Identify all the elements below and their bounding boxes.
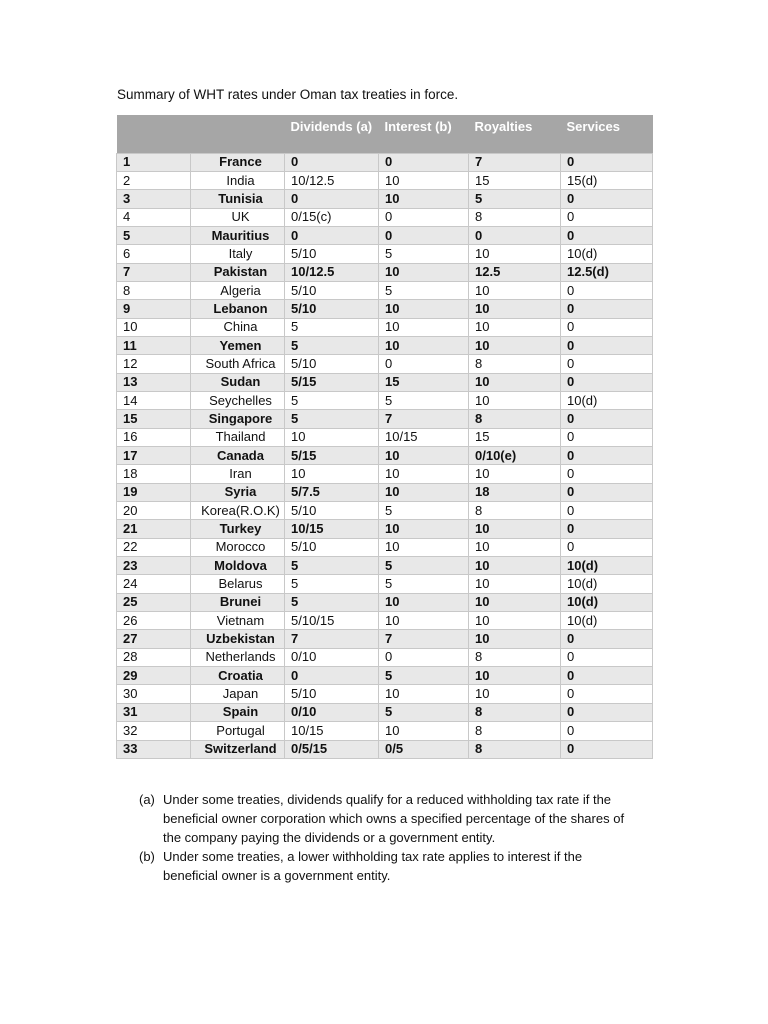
table-row — [117, 667, 653, 685]
interest-cell: 10 — [379, 465, 469, 483]
services-cell: 0 — [561, 226, 653, 244]
country-cell: Netherlands — [191, 648, 285, 666]
services-cell: 0 — [561, 447, 653, 465]
interest-cell: 0/5 — [379, 740, 469, 758]
services-cell: 0 — [561, 281, 653, 299]
country-cell: Moldova — [191, 557, 285, 575]
royalties-cell: 10 — [469, 593, 561, 611]
dividends-cell: 0 — [285, 190, 379, 208]
interest-cell: 10 — [379, 171, 469, 189]
royalties-cell: 10 — [469, 336, 561, 354]
dividends-cell: 5/10 — [285, 245, 379, 263]
interest-cell: 10 — [379, 190, 469, 208]
dividends-cell: 5/10 — [285, 685, 379, 703]
header-country — [191, 115, 285, 153]
royalties-cell: 0/10(e) — [469, 447, 561, 465]
table-row — [117, 593, 653, 611]
row-number-cell: 17 — [117, 447, 191, 465]
interest-cell: 10 — [379, 263, 469, 281]
country-cell: India — [191, 171, 285, 189]
header-services: Services — [566, 119, 620, 134]
dividends-cell: 5 — [285, 593, 379, 611]
footnote-a — [139, 790, 639, 847]
table-row — [117, 410, 653, 428]
row-number-cell: 16 — [117, 428, 191, 446]
interest-cell: 10 — [379, 593, 469, 611]
services-cell: 10(d) — [561, 575, 653, 593]
services-cell: 0 — [561, 410, 653, 428]
services-cell: 12.5(d) — [561, 263, 653, 281]
country-cell: Pakistan — [191, 263, 285, 281]
services-cell: 0 — [561, 355, 653, 373]
country-cell: Portugal — [191, 722, 285, 740]
dividends-cell: 0 — [285, 153, 379, 171]
country-cell: Seychelles — [191, 391, 285, 409]
dividends-cell: 0 — [285, 667, 379, 685]
interest-cell: 10 — [379, 447, 469, 465]
royalties-cell: 10 — [469, 300, 561, 318]
row-number-cell: 2 — [117, 171, 191, 189]
interest-cell: 5 — [379, 575, 469, 593]
services-cell: 0 — [561, 483, 653, 501]
interest-cell: 5 — [379, 557, 469, 575]
row-number-cell: 21 — [117, 520, 191, 538]
table-row — [117, 740, 653, 758]
country-cell: Thailand — [191, 428, 285, 446]
row-number-cell: 10 — [117, 318, 191, 336]
table-row — [117, 722, 653, 740]
document-title: Summary of WHT rates under Oman tax treaties in force. — [117, 87, 459, 102]
country-cell: Spain — [191, 703, 285, 721]
table-row — [117, 483, 653, 501]
interest-cell: 0 — [379, 153, 469, 171]
interest-cell: 10 — [379, 318, 469, 336]
dividends-cell: 5 — [285, 410, 379, 428]
table-row — [117, 703, 653, 721]
services-cell: 0 — [561, 722, 653, 740]
royalties-cell: 10 — [469, 373, 561, 391]
royalties-cell: 10 — [469, 318, 561, 336]
table-row — [117, 685, 653, 703]
services-cell: 0 — [561, 502, 653, 520]
header-number — [117, 115, 191, 153]
country-cell: Algeria — [191, 281, 285, 299]
country-cell: Italy — [191, 245, 285, 263]
footnotes — [139, 790, 639, 885]
royalties-cell: 15 — [469, 171, 561, 189]
royalties-cell: 8 — [469, 703, 561, 721]
services-cell: 0 — [561, 685, 653, 703]
row-number-cell: 24 — [117, 575, 191, 593]
dividends-cell: 0/15(c) — [285, 208, 379, 226]
table-row — [117, 245, 653, 263]
services-cell: 0 — [561, 630, 653, 648]
row-number-cell: 30 — [117, 685, 191, 703]
table-row — [117, 263, 653, 281]
row-number-cell: 8 — [117, 281, 191, 299]
table-row — [117, 153, 653, 171]
header-dividends: Dividends (a) — [290, 119, 373, 134]
country-cell: France — [191, 153, 285, 171]
interest-cell: 10 — [379, 520, 469, 538]
royalties-cell: 15 — [469, 428, 561, 446]
interest-cell: 0 — [379, 648, 469, 666]
services-cell: 0 — [561, 208, 653, 226]
interest-cell: 5 — [379, 502, 469, 520]
row-number-cell: 5 — [117, 226, 191, 244]
royalties-cell: 10 — [469, 391, 561, 409]
row-number-cell: 13 — [117, 373, 191, 391]
royalties-cell: 8 — [469, 355, 561, 373]
country-cell: Turkey — [191, 520, 285, 538]
dividends-cell: 5/15 — [285, 447, 379, 465]
dividends-cell: 5 — [285, 391, 379, 409]
dividends-cell: 5/10/15 — [285, 612, 379, 630]
dividends-cell: 5 — [285, 557, 379, 575]
row-number-cell: 29 — [117, 667, 191, 685]
dividends-cell: 0/10 — [285, 703, 379, 721]
country-cell: Tunisia — [191, 190, 285, 208]
royalties-cell: 8 — [469, 648, 561, 666]
country-cell: Lebanon — [191, 300, 285, 318]
services-cell: 0 — [561, 318, 653, 336]
table-row — [117, 190, 653, 208]
footnote-a-text: Under some treaties, dividends qualify for a reduced withholding tax rate if the beneficial owner corporation which owns a specified percentage of the shares of the company paying the dividends or a government entity. — [163, 792, 625, 845]
country-cell: Brunei — [191, 593, 285, 611]
interest-cell: 10 — [379, 538, 469, 556]
table-header-row — [117, 115, 653, 153]
country-cell: Morocco — [191, 538, 285, 556]
header-royalties: Royalties — [474, 119, 533, 134]
royalties-cell: 5 — [469, 190, 561, 208]
interest-cell: 7 — [379, 410, 469, 428]
services-cell: 0 — [561, 703, 653, 721]
row-number-cell: 19 — [117, 483, 191, 501]
royalties-cell: 0 — [469, 226, 561, 244]
services-cell: 10(d) — [561, 391, 653, 409]
wht-rates-table — [116, 115, 653, 759]
dividends-cell: 5 — [285, 318, 379, 336]
table-row — [117, 281, 653, 299]
dividends-cell: 10 — [285, 428, 379, 446]
row-number-cell: 9 — [117, 300, 191, 318]
royalties-cell: 10 — [469, 575, 561, 593]
dividends-cell: 7 — [285, 630, 379, 648]
table-row — [117, 171, 653, 189]
interest-cell: 10 — [379, 336, 469, 354]
row-number-cell: 7 — [117, 263, 191, 281]
interest-cell: 10 — [379, 685, 469, 703]
country-cell: Croatia — [191, 667, 285, 685]
services-cell: 0 — [561, 538, 653, 556]
dividends-cell: 5/10 — [285, 300, 379, 318]
services-cell: 0 — [561, 465, 653, 483]
dividends-cell: 10 — [285, 465, 379, 483]
table-row — [117, 630, 653, 648]
country-cell: Japan — [191, 685, 285, 703]
royalties-cell: 10 — [469, 630, 561, 648]
dividends-cell: 0/5/15 — [285, 740, 379, 758]
interest-cell: 5 — [379, 245, 469, 263]
table-row — [117, 648, 653, 666]
dividends-cell: 5/10 — [285, 355, 379, 373]
dividends-cell: 10/15 — [285, 722, 379, 740]
royalties-cell: 7 — [469, 153, 561, 171]
country-cell: Mauritius — [191, 226, 285, 244]
services-cell: 15(d) — [561, 171, 653, 189]
table-row — [117, 465, 653, 483]
row-number-cell: 26 — [117, 612, 191, 630]
interest-cell: 10 — [379, 722, 469, 740]
interest-cell: 5 — [379, 391, 469, 409]
country-cell: Uzbekistan — [191, 630, 285, 648]
row-number-cell: 15 — [117, 410, 191, 428]
interest-cell: 10 — [379, 612, 469, 630]
country-cell: Yemen — [191, 336, 285, 354]
country-cell: Belarus — [191, 575, 285, 593]
services-cell: 0 — [561, 428, 653, 446]
dividends-cell: 0/10 — [285, 648, 379, 666]
services-cell: 10(d) — [561, 593, 653, 611]
country-cell: UK — [191, 208, 285, 226]
dividends-cell: 5/10 — [285, 502, 379, 520]
row-number-cell: 25 — [117, 593, 191, 611]
table-row — [117, 318, 653, 336]
footnote-b-text: Under some treaties, a lower withholding tax rate applies to interest if the beneficial owner is a government entity. — [163, 849, 583, 883]
interest-cell: 10 — [379, 483, 469, 501]
royalties-cell: 18 — [469, 483, 561, 501]
footnote-b — [139, 847, 639, 885]
row-number-cell: 22 — [117, 538, 191, 556]
country-cell: Singapore — [191, 410, 285, 428]
interest-cell: 0 — [379, 226, 469, 244]
services-cell: 10(d) — [561, 557, 653, 575]
table-row — [117, 428, 653, 446]
table-row — [117, 520, 653, 538]
royalties-cell: 10 — [469, 465, 561, 483]
services-cell: 10(d) — [561, 612, 653, 630]
row-number-cell: 32 — [117, 722, 191, 740]
royalties-cell: 10 — [469, 520, 561, 538]
row-number-cell: 31 — [117, 703, 191, 721]
table-row — [117, 557, 653, 575]
interest-cell: 5 — [379, 281, 469, 299]
interest-cell: 15 — [379, 373, 469, 391]
services-cell: 0 — [561, 336, 653, 354]
table-body — [117, 153, 653, 758]
table-row — [117, 447, 653, 465]
dividends-cell: 10/12.5 — [285, 171, 379, 189]
row-number-cell: 12 — [117, 355, 191, 373]
footnote-b-mark: (b) — [139, 849, 155, 864]
table-row — [117, 391, 653, 409]
row-number-cell: 23 — [117, 557, 191, 575]
royalties-cell: 12.5 — [469, 263, 561, 281]
country-cell: Vietnam — [191, 612, 285, 630]
country-cell: Syria — [191, 483, 285, 501]
interest-cell: 10 — [379, 300, 469, 318]
royalties-cell: 10 — [469, 612, 561, 630]
royalties-cell: 10 — [469, 685, 561, 703]
row-number-cell: 11 — [117, 336, 191, 354]
country-cell: South Africa — [191, 355, 285, 373]
interest-cell: 10/15 — [379, 428, 469, 446]
interest-cell: 5 — [379, 703, 469, 721]
dividends-cell: 5/7.5 — [285, 483, 379, 501]
row-number-cell: 33 — [117, 740, 191, 758]
country-cell: Iran — [191, 465, 285, 483]
services-cell: 0 — [561, 300, 653, 318]
royalties-cell: 10 — [469, 245, 561, 263]
table-row — [117, 208, 653, 226]
row-number-cell: 3 — [117, 190, 191, 208]
dividends-cell: 10/15 — [285, 520, 379, 538]
royalties-cell: 8 — [469, 502, 561, 520]
dividends-cell: 5/10 — [285, 281, 379, 299]
header-interest: Interest (b) — [384, 119, 452, 134]
royalties-cell: 8 — [469, 208, 561, 226]
services-cell: 0 — [561, 520, 653, 538]
services-cell: 0 — [561, 667, 653, 685]
row-number-cell: 1 — [117, 153, 191, 171]
table-row — [117, 300, 653, 318]
dividends-cell: 5/10 — [285, 538, 379, 556]
dividends-cell: 5 — [285, 575, 379, 593]
dividends-cell: 0 — [285, 226, 379, 244]
country-cell: China — [191, 318, 285, 336]
interest-cell: 0 — [379, 208, 469, 226]
interest-cell: 0 — [379, 355, 469, 373]
table-row — [117, 575, 653, 593]
footnote-a-mark: (a) — [139, 792, 155, 807]
interest-cell: 5 — [379, 667, 469, 685]
services-cell: 0 — [561, 740, 653, 758]
royalties-cell: 8 — [469, 410, 561, 428]
row-number-cell: 27 — [117, 630, 191, 648]
country-cell: Canada — [191, 447, 285, 465]
services-cell: 0 — [561, 648, 653, 666]
royalties-cell: 10 — [469, 538, 561, 556]
row-number-cell: 4 — [117, 208, 191, 226]
country-cell: Switzerland — [191, 740, 285, 758]
services-cell: 10(d) — [561, 245, 653, 263]
country-cell: Korea(R.O.K) — [191, 502, 285, 520]
services-cell: 0 — [561, 153, 653, 171]
royalties-cell: 8 — [469, 740, 561, 758]
royalties-cell: 10 — [469, 557, 561, 575]
royalties-cell: 8 — [469, 722, 561, 740]
table-row — [117, 502, 653, 520]
table-row — [117, 355, 653, 373]
country-cell: Sudan — [191, 373, 285, 391]
row-number-cell: 20 — [117, 502, 191, 520]
table-row — [117, 612, 653, 630]
table-row — [117, 336, 653, 354]
services-cell: 0 — [561, 373, 653, 391]
dividends-cell: 5 — [285, 336, 379, 354]
row-number-cell: 18 — [117, 465, 191, 483]
royalties-cell: 10 — [469, 281, 561, 299]
row-number-cell: 28 — [117, 648, 191, 666]
dividends-cell: 10/12.5 — [285, 263, 379, 281]
services-cell: 0 — [561, 190, 653, 208]
table-row — [117, 226, 653, 244]
table-row — [117, 373, 653, 391]
dividends-cell: 5/15 — [285, 373, 379, 391]
royalties-cell: 10 — [469, 667, 561, 685]
row-number-cell: 14 — [117, 391, 191, 409]
row-number-cell: 6 — [117, 245, 191, 263]
interest-cell: 7 — [379, 630, 469, 648]
table-row — [117, 538, 653, 556]
